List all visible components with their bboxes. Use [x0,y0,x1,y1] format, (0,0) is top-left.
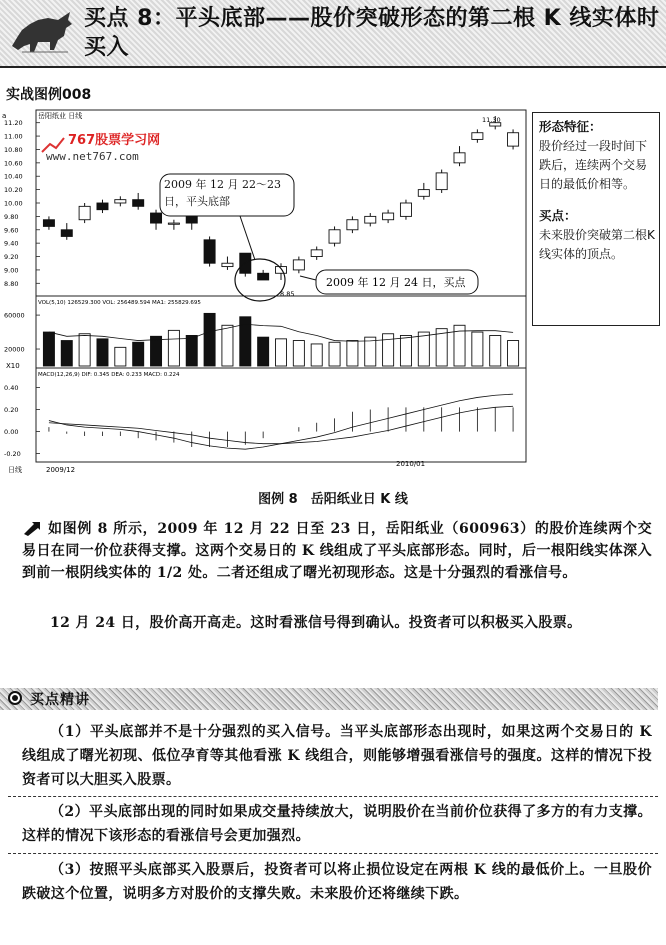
price-high-label: 11.30 [482,116,501,124]
volume-tick-label: 60000 [4,311,25,320]
price-tick-label: 10.60 [4,159,23,168]
candle-down [43,220,54,227]
candle-down [61,230,72,237]
volume-scale: X10 [6,362,20,370]
stock-chart [0,104,528,482]
price-low-label: 8.85 [280,290,295,298]
candle-up [365,216,376,223]
candle-down [133,200,144,207]
buy-point-title: 买点： [539,208,577,223]
watermark-url: www.net767.com [46,150,139,163]
price-tick-label: 8.80 [4,279,19,288]
bull-icon [8,6,76,58]
volume-bars [43,313,518,366]
price-tick-label: 11.00 [4,132,23,141]
macd-tick-label: 0.40 [4,384,19,393]
candle-up [454,153,465,163]
target-icon-center [12,695,18,701]
volume-bar [222,325,233,366]
candle-up [436,173,447,190]
tip-divider-2 [8,853,658,854]
tips-title: 买点精讲 [30,692,90,708]
candle-up [115,200,126,203]
candle-up [383,213,394,220]
header-divider [0,66,666,68]
price-tick-label: 10.00 [4,199,23,208]
tip-item-2: （2）平头底部出现的同时如果成交量持续放大，说明股价在当前价位获得了多方的有力支撑。这样的情况下该形态的看涨信号会更加强烈。 [22,804,652,844]
stock-tag: 岳阳纸业 日线 [38,112,83,120]
volume-bar [258,337,269,366]
body-paragraph-2: 12 月 24 日，股价高开高走。这时看涨信号得到确认。投资者可以积极买入股票。 [50,615,582,631]
candle-up [347,220,358,230]
page-title: 买点 8：平头底部——股价突破形态的第二根 K 线实体时买入 [84,6,660,60]
watermark-brand: 767股票学习网 [68,133,161,148]
volume-bar [79,334,90,366]
macd-tick-label: -0.20 [4,450,21,459]
macd-tag: 日线 [8,466,22,474]
volume-bar [365,337,376,366]
watermark [42,132,160,163]
macd-dea-line [49,406,513,443]
volume-bar [115,347,126,366]
feature-box [532,112,660,326]
case-label: 实战图例008 [6,87,92,103]
price-tick-label: 9.40 [4,239,19,248]
volume-bar [490,335,501,366]
callout-pointer-2 [300,276,316,280]
volume-bar [61,341,72,366]
candle-up [508,133,519,146]
x-label-right: 2010/01 [396,460,426,468]
macd-legend: MACD(12,26,9) DIF: 0.345 DEA: 0.233 MACD: 0.224 [38,372,180,378]
volume-bar [472,332,483,366]
macd-tick-label: 0.20 [4,406,19,415]
macd-tick-label: 0.00 [4,428,19,437]
macd-axis [4,384,40,458]
candle-up [311,250,322,257]
corner-label: a [2,112,7,120]
candle-up [222,263,233,266]
candle-down [204,240,215,263]
volume-bar [347,341,358,366]
callout-text-2: 2009 年 12 月 24 日，买点 [326,276,466,289]
tips-section-bar [0,688,658,710]
price-tick-label: 10.80 [4,145,23,154]
candle-up [418,190,429,197]
feature-title: 形态特征： [539,119,602,134]
candle-up [275,267,286,274]
candle-up [79,206,90,219]
volume-bar [418,332,429,366]
volume-bar [97,339,108,366]
buy-point-text: 未来股价突破第二根K线实体的顶点。 [539,228,655,261]
volume-bar [293,341,304,366]
candle-up [400,203,411,216]
candle-up [472,133,483,140]
price-tick-label: 10.40 [4,172,23,181]
macd-panel-frame [36,368,526,462]
volume-bar [168,330,179,366]
volume-bar [133,342,144,366]
volume-bar [186,335,197,366]
tip-item-3: （3）按照平头底部买入股票后，投资者可以将止损位设定在两根 K 线的最低价上。一旦股价跌破这个位置，说明多方对股价的支撑失败。未来股价还将继续下跌。 [22,862,652,902]
macd-dif-line [49,394,513,449]
volume-tick-label: 20000 [4,345,25,354]
price-tick-label: 9.00 [4,266,19,275]
volume-bar [383,334,394,366]
volume-legend: VOL(5,10) 126529.300 VOL: 256489.594 MA1: 255829.695 [38,300,201,306]
candle-down [151,213,162,223]
price-axis [4,119,40,288]
volume-bar [400,335,411,366]
candle-up [329,230,340,243]
candle-up [293,260,304,270]
price-tick-label: 9.60 [4,226,19,235]
volume-bar [508,341,519,366]
price-tick-label: 9.20 [4,253,19,262]
feature-text: 股价经过一段时间下跌后，连续两个交易日的最低价相等。 [539,139,648,191]
callout-text-1: 2009 年 12 月 22～23 日，平头底部 [164,178,281,208]
volume-bar [275,339,286,366]
x-label-left: 2009/12 [46,466,76,474]
volume-bar [311,344,322,366]
volume-bar [329,342,340,366]
candle-up [168,223,179,224]
candle-down [97,203,108,210]
volume-bar [204,313,215,366]
price-tick-label: 10.20 [4,186,23,195]
price-tick-label: 11.20 [4,119,23,128]
figure-caption: 图例 8 岳阳纸业日 K 线 [258,492,408,507]
candle-down [258,273,269,280]
volume-bar [43,332,54,366]
volume-bar [151,336,162,366]
body-paragraph-1: 如图例 8 所示，2009 年 12 月 22 日至 23 日，岳阳纸业（600963）的股价连续两个交易日在同一价位获得支撑。这两个交易日的 K 线组成了平头底部形态。同时，后一根阳线实体深入到前一根阴线实体的 1/2 处。二者还组成了曙光初现形态。这是十分强烈的看涨信号。 [22,521,652,581]
tip-divider-1 [8,796,658,797]
price-tick-label: 9.80 [4,212,19,221]
tip-item-1: （1）平头底部并不是十分强烈的买入信号。当平头底部形态出现时，如果这两个交易日的 K 线组成了曙光初现、低位孕育等其他看涨 K 线组合，则能够增强看涨信号的强度。这样的情况下投资者可以大胆买入股票。 [22,724,652,788]
volume-axis [4,312,40,354]
